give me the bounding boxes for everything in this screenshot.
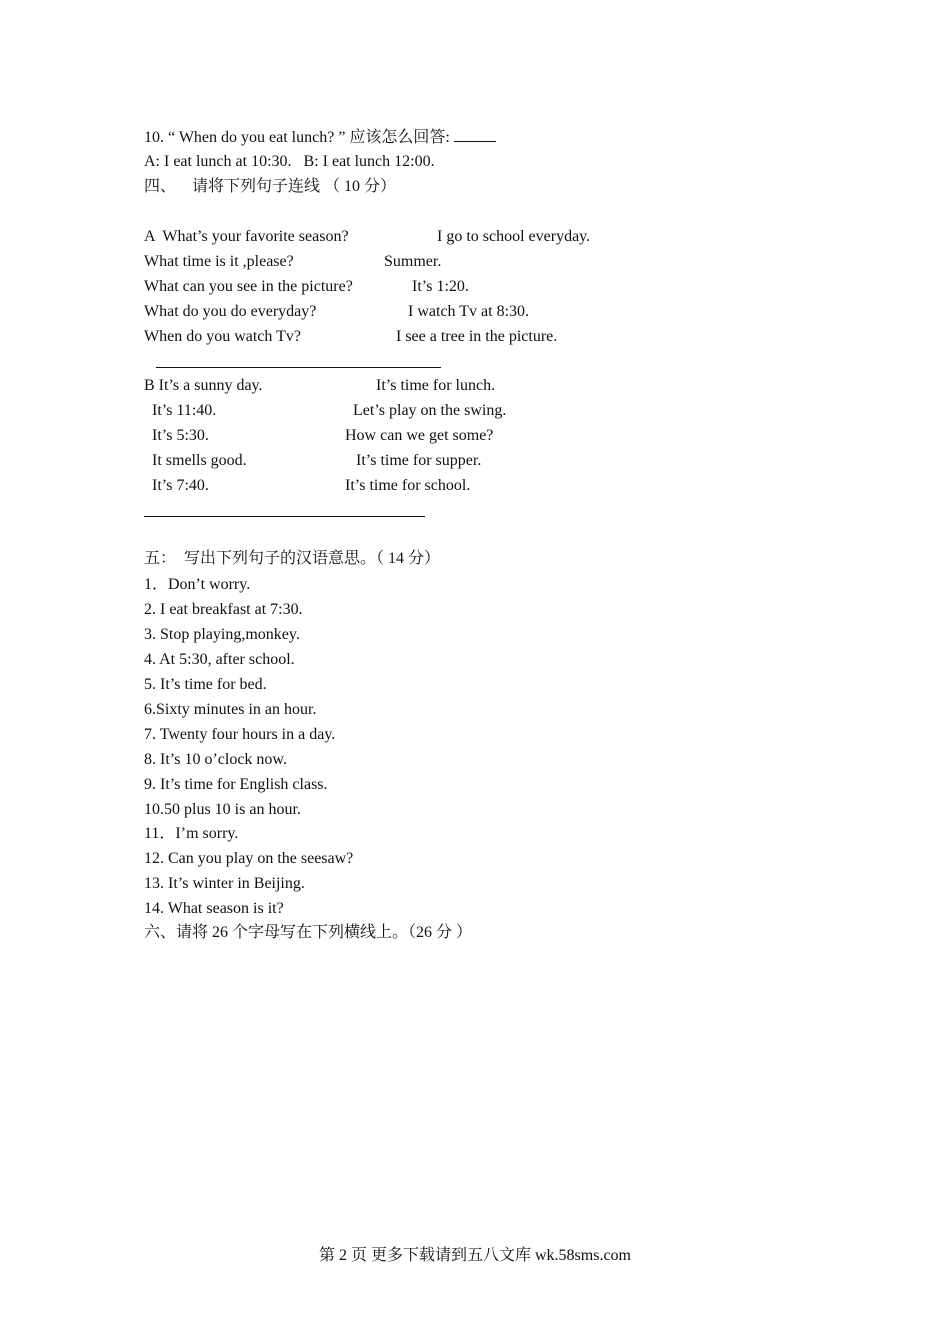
translate-item-3: 3. Stop playing,monkey. — [144, 626, 300, 643]
match-b-left-4: It smells good. — [152, 452, 247, 469]
translate-item-12: 12. Can you play on the seesaw? — [144, 850, 354, 867]
match-b-right-5: It’s time for school. — [345, 477, 471, 494]
translate-item-5: 5. It’s time for bed. — [144, 676, 267, 693]
translate-item-4: 4. At 5:30, after school. — [144, 651, 295, 668]
translate-item-10: 10.50 plus 10 is an hour. — [144, 801, 301, 818]
divider-rule — [156, 367, 441, 368]
match-a-right-3: It’s 1:20. — [412, 278, 469, 295]
match-b-left-1: B It’s a sunny day. — [144, 377, 263, 394]
match-a-right-4: I watch Tv at 8:30. — [408, 303, 530, 320]
question-10-text: 10. “ When do you eat lunch? ” 应该怎么回答: — [144, 129, 450, 146]
question-10-options: A: I eat lunch at 10:30. B: I eat lunch 12:00. — [144, 153, 435, 170]
translate-item-6: 6.Sixty minutes in an hour. — [144, 701, 317, 718]
translate-item-14: 14. What season is it? — [144, 900, 284, 917]
match-a-right-5: I see a tree in the picture. — [396, 328, 558, 345]
match-a-left-5: When do you watch Tv? — [144, 328, 301, 345]
match-b-right-2: Let’s play on the swing. — [353, 402, 507, 419]
answer-blank — [454, 127, 496, 142]
match-a-right-2: Summer. — [384, 253, 442, 270]
translate-item-8: 8. It’s 10 o’clock now. — [144, 751, 287, 768]
section-5-heading: 五： 写出下列句子的汉语意思。（ 14 分） — [144, 550, 441, 567]
translate-item-2: 2. I eat breakfast at 7:30. — [144, 601, 303, 618]
translate-item-13: 13. It’s winter in Beijing. — [144, 875, 305, 892]
match-b-left-5: It’s 7:40. — [152, 477, 209, 494]
translate-item-9: 9. It’s time for English class. — [144, 776, 328, 793]
section-4-heading: 四、 请将下列句子连线 （ 10 分） — [144, 178, 397, 195]
page-footer: 第 2 页 更多下载请到五八文库 wk.58sms.com — [318, 1247, 631, 1264]
match-a-left-3: What can you see in the picture? — [144, 278, 353, 295]
match-b-left-3: It’s 5:30. — [152, 427, 209, 444]
divider-rule — [144, 516, 425, 517]
match-b-left-2: It’s 11:40. — [152, 402, 217, 419]
translate-item-1: 1．Don’t worry. — [144, 576, 251, 593]
translate-item-11: 11．I’m sorry. — [144, 825, 239, 842]
match-a-right-1: I go to school everyday. — [437, 228, 591, 245]
match-b-right-4: It’s time for supper. — [356, 452, 482, 469]
match-a-left-4: What do you do everyday? — [144, 303, 317, 320]
match-a-left-1: A What’s your favorite season? — [144, 228, 349, 245]
section-6-heading: 六、请将 26 个字母写在下列横线上。（26 分 ） — [144, 924, 473, 941]
match-a-left-2: What time is it ,please? — [144, 253, 294, 270]
translate-item-7: 7. Twenty four hours in a day. — [144, 726, 336, 743]
match-b-right-1: It’s time for lunch. — [376, 377, 496, 394]
match-b-right-3: How can we get some? — [345, 427, 494, 444]
question-10 — [144, 127, 496, 147]
